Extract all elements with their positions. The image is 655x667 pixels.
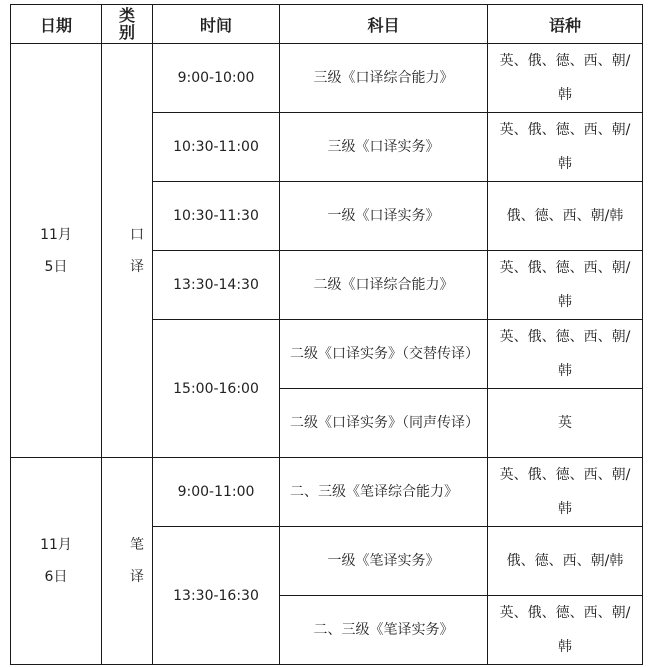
category-char-2: 译 [130, 258, 144, 275]
date-day: 5日 [44, 258, 68, 275]
language-cell: 英、俄、德、西、朝/韩 [488, 251, 643, 320]
exam-schedule-table [10, 4, 643, 665]
time-cell: 9:00-11:00 [153, 458, 280, 527]
language-cell: 英 [488, 389, 643, 458]
language-cell: 英、俄、德、西、朝/韩 [488, 320, 643, 389]
category-char-2: 译 [130, 569, 144, 585]
date-cell [11, 44, 102, 458]
header-row [11, 5, 643, 44]
subject-cell: 三级《口译实务》 [280, 113, 488, 182]
header-category-line1: 类 [118, 6, 135, 25]
language-cell: 英、俄、德、西、朝/韩 [488, 458, 643, 527]
header-category-line2: 别 [118, 23, 135, 42]
subject-cell: 三级《口译综合能力》 [280, 44, 488, 113]
table-row [11, 44, 643, 113]
time-cell: 10:30-11:30 [153, 182, 280, 251]
language-cell: 英、俄、德、西、朝/韩 [488, 44, 643, 113]
header-date: 日期 [11, 5, 102, 44]
header-time: 时间 [153, 5, 280, 44]
time-cell: 13:30-16:30 [153, 527, 280, 665]
category-char-1: 口 [130, 226, 144, 243]
time-cell: 9:00-10:00 [153, 44, 280, 113]
language-cell: 英、俄、德、西、朝/韩 [488, 113, 643, 182]
header-category [102, 5, 153, 44]
category-cell [102, 458, 153, 665]
date-day: 6日 [44, 569, 68, 585]
date-month: 11月 [40, 226, 72, 243]
date-month: 11月 [40, 537, 72, 553]
language-cell: 英、俄、德、西、朝/韩 [488, 596, 643, 665]
subject-cell: 二、三级《笔译综合能力》 [280, 458, 488, 527]
time-cell: 13:30-14:30 [153, 251, 280, 320]
subject-cell: 一级《口译实务》 [280, 182, 488, 251]
header-language: 语种 [488, 5, 643, 44]
date-cell [11, 458, 102, 665]
subject-cell: 二级《口译综合能力》 [280, 251, 488, 320]
category-char-1: 笔 [130, 537, 144, 553]
language-cell: 俄、德、西、朝/韩 [488, 527, 643, 596]
subject-cell: 一级《笔译实务》 [280, 527, 488, 596]
subject-cell: 二级《口译实务》（同声传译） [280, 389, 488, 458]
subject-cell: 二级《口译实务》（交替传译） [280, 320, 488, 389]
time-cell: 15:00-16:00 [153, 320, 280, 458]
language-cell: 俄、德、西、朝/韩 [488, 182, 643, 251]
table-row [11, 458, 643, 527]
subject-cell: 二、三级《笔译实务》 [280, 596, 488, 665]
time-cell: 10:30-11:00 [153, 113, 280, 182]
category-cell [102, 44, 153, 458]
header-subject: 科目 [280, 5, 488, 44]
